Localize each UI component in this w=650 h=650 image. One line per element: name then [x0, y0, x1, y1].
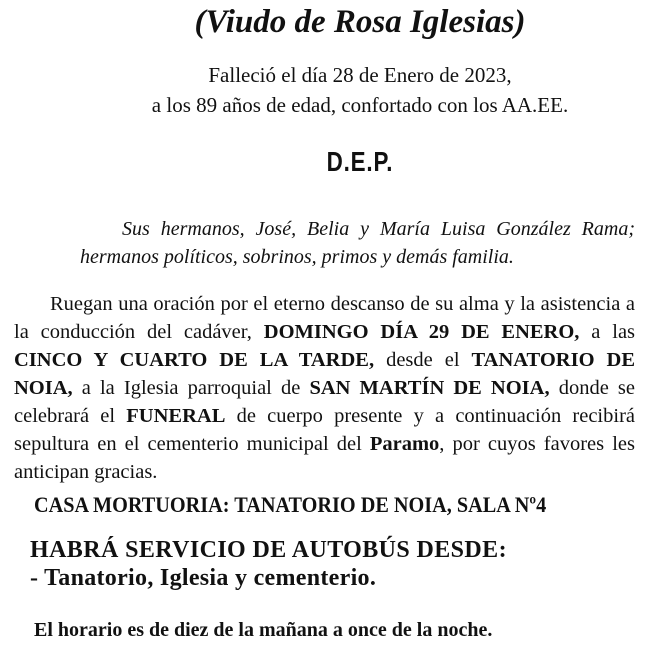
request-text-4: a la Iglesia parroquial de: [72, 377, 310, 399]
request-cemetery: Paramo: [369, 433, 440, 455]
request-text-5: donde se celebrará el: [14, 377, 635, 427]
casa-mortuoria: CASA MORTUORIA: TANATORIO DE NOIA, SALA Nº4: [34, 492, 547, 517]
dep-heading: D.E.P.: [326, 146, 394, 177]
request-text-3: desde el: [374, 349, 472, 371]
widower-line: (Viudo de Rosa Iglesias): [194, 4, 526, 40]
request-time: CINCO Y CUARTO DE LA TARDE,: [14, 349, 375, 371]
bus-service-title: HABRÁ SERVICIO DE AUTOBÚS DESDE:: [30, 537, 507, 563]
request-church: SAN MARTÍN DE NOIA,: [309, 377, 550, 399]
death-age-line: a los 89 años de edad, confortado con los AA.EE.: [151, 93, 569, 117]
bus-service-stops: - Tanatorio, Iglesia y cementerio.: [30, 565, 377, 591]
death-date-line: Falleció el día 28 de Enero de 2023,: [208, 63, 512, 87]
request-text-1: Ruegan una oración por el eterno descanso de su alma y la asistencia a la conducción del cadáver,: [14, 293, 635, 343]
death-details: [0, 60, 650, 120]
request-date: DOMINGO DÍA 29 DE ENERO,: [263, 321, 580, 343]
request-text-6: de cuerpo presente y a continuación recibirá sepultura en el cementerio municipal del: [14, 405, 635, 455]
schedule-line: El horario es de diez de la mañana a once de la noche.: [34, 619, 493, 641]
request-origin: TANATORIO DE NOIA,: [14, 349, 635, 399]
request-text-2: a las: [579, 321, 636, 343]
request-funeral: FUNERAL: [126, 405, 226, 427]
request-text-7: , por cuyos favores les anticipan gracias.: [14, 433, 635, 483]
family-paragraph: Sus hermanos, José, Belia y María Luisa González Rama; hermanos políticos, sobrinos, primos y demás familia.: [80, 218, 635, 268]
request-paragraph: [14, 290, 635, 486]
